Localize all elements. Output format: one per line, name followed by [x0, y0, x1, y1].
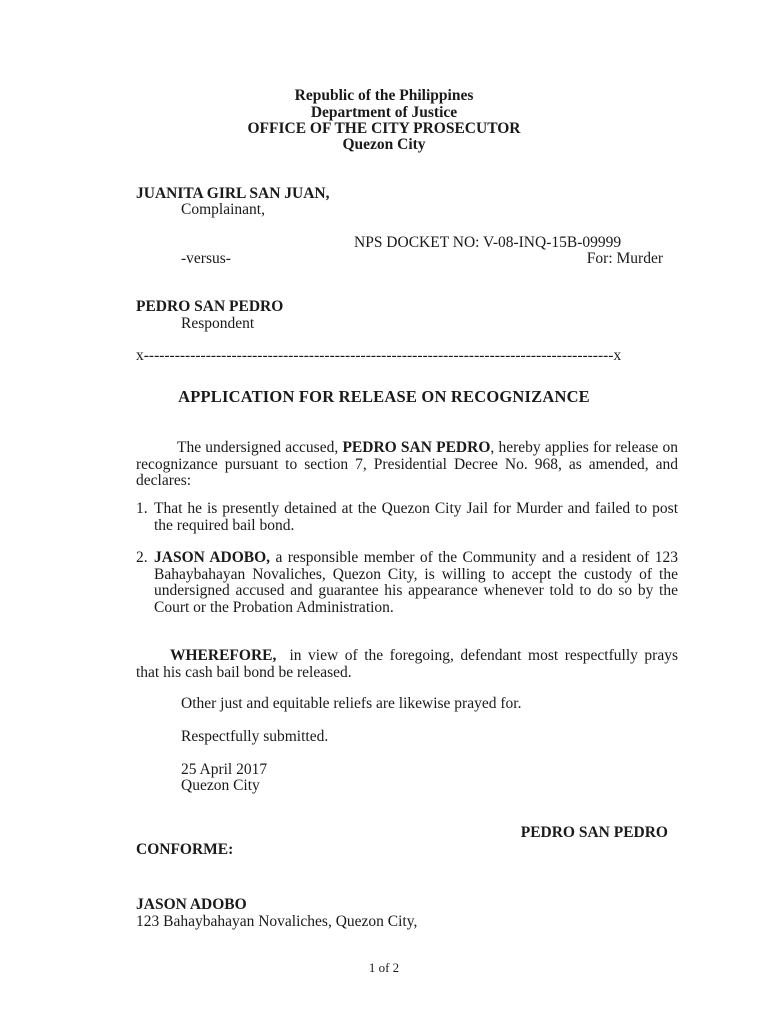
- reliefs-text: Other just and equitable reliefs are likewise prayed for.: [181, 695, 522, 712]
- item-2-text: a responsible member of the Community and a resident of 123 Bahaybahayan Novaliches, Quezon City, is willing to accept the custody of the undersigned accused and guarantee his appearance whenever told to do so by the Court or the Probation Administration.: [154, 549, 678, 616]
- accused-signature-name: PEDRO SAN PEDRO: [520, 824, 668, 841]
- offense-label: For: Murder: [586, 250, 663, 267]
- respondent-role: Respondent: [181, 315, 255, 332]
- wherefore-paragraph: [136, 647, 682, 681]
- intro-text-pre: The undersigned accused,: [177, 439, 343, 456]
- custodian-address: 123 Bahaybahayan Novaliches, Quezon City,: [136, 913, 418, 930]
- header-city: Quezon City: [342, 136, 426, 153]
- versus-label: -versus-: [181, 250, 231, 267]
- item-2-custodian-name: JASON ADOBO,: [154, 549, 271, 566]
- item-1-number: 1.: [136, 500, 148, 517]
- intro-text-post: , hereby applies for release on recognizance pursuant to section 7, Presidential Decree No. 968, as amended, and declares:: [136, 439, 678, 489]
- caption-divider: x-------------------------------------------------------------------------------------------x: [136, 348, 622, 364]
- item-2-paragraph: [154, 550, 678, 616]
- wherefore-text: in view of the foregoing, defendant most respectfully prays that his cash bail bond be released.: [136, 647, 682, 681]
- docket-number: NPS DOCKET NO: V-08-INQ-15B-09999: [354, 234, 622, 251]
- header-republic: Republic of the Philippines: [294, 87, 474, 104]
- date-text: 25 April 2017: [181, 761, 268, 778]
- wherefore-label: WHEREFORE,: [170, 647, 277, 664]
- header-department: Department of Justice: [310, 104, 458, 121]
- complainant-name: JUANITA GIRL SAN JUAN,: [136, 185, 330, 202]
- place-text: Quezon City: [181, 777, 260, 794]
- custodian-name: JASON ADOBO: [136, 896, 247, 913]
- intro-accused-name: PEDRO SAN PEDRO: [342, 439, 491, 456]
- intro-paragraph: [136, 440, 678, 490]
- complainant-role: Complainant,: [181, 201, 265, 218]
- conforme-label: CONFORME:: [136, 841, 234, 858]
- header-office: OFFICE OF THE CITY PROSECUTOR: [247, 120, 521, 137]
- item-2-number: 2.: [136, 549, 148, 566]
- submitted-text: Respectfully submitted.: [181, 728, 329, 745]
- document-title: APPLICATION FOR RELEASE ON RECOGNIZANCE: [178, 387, 590, 406]
- page-number: 1 of 2: [368, 960, 400, 975]
- item-1-text: That he is presently detained at the Quezon City Jail for Murder and failed to post the required bail bond.: [154, 500, 678, 534]
- respondent-name: PEDRO SAN PEDRO: [136, 298, 284, 315]
